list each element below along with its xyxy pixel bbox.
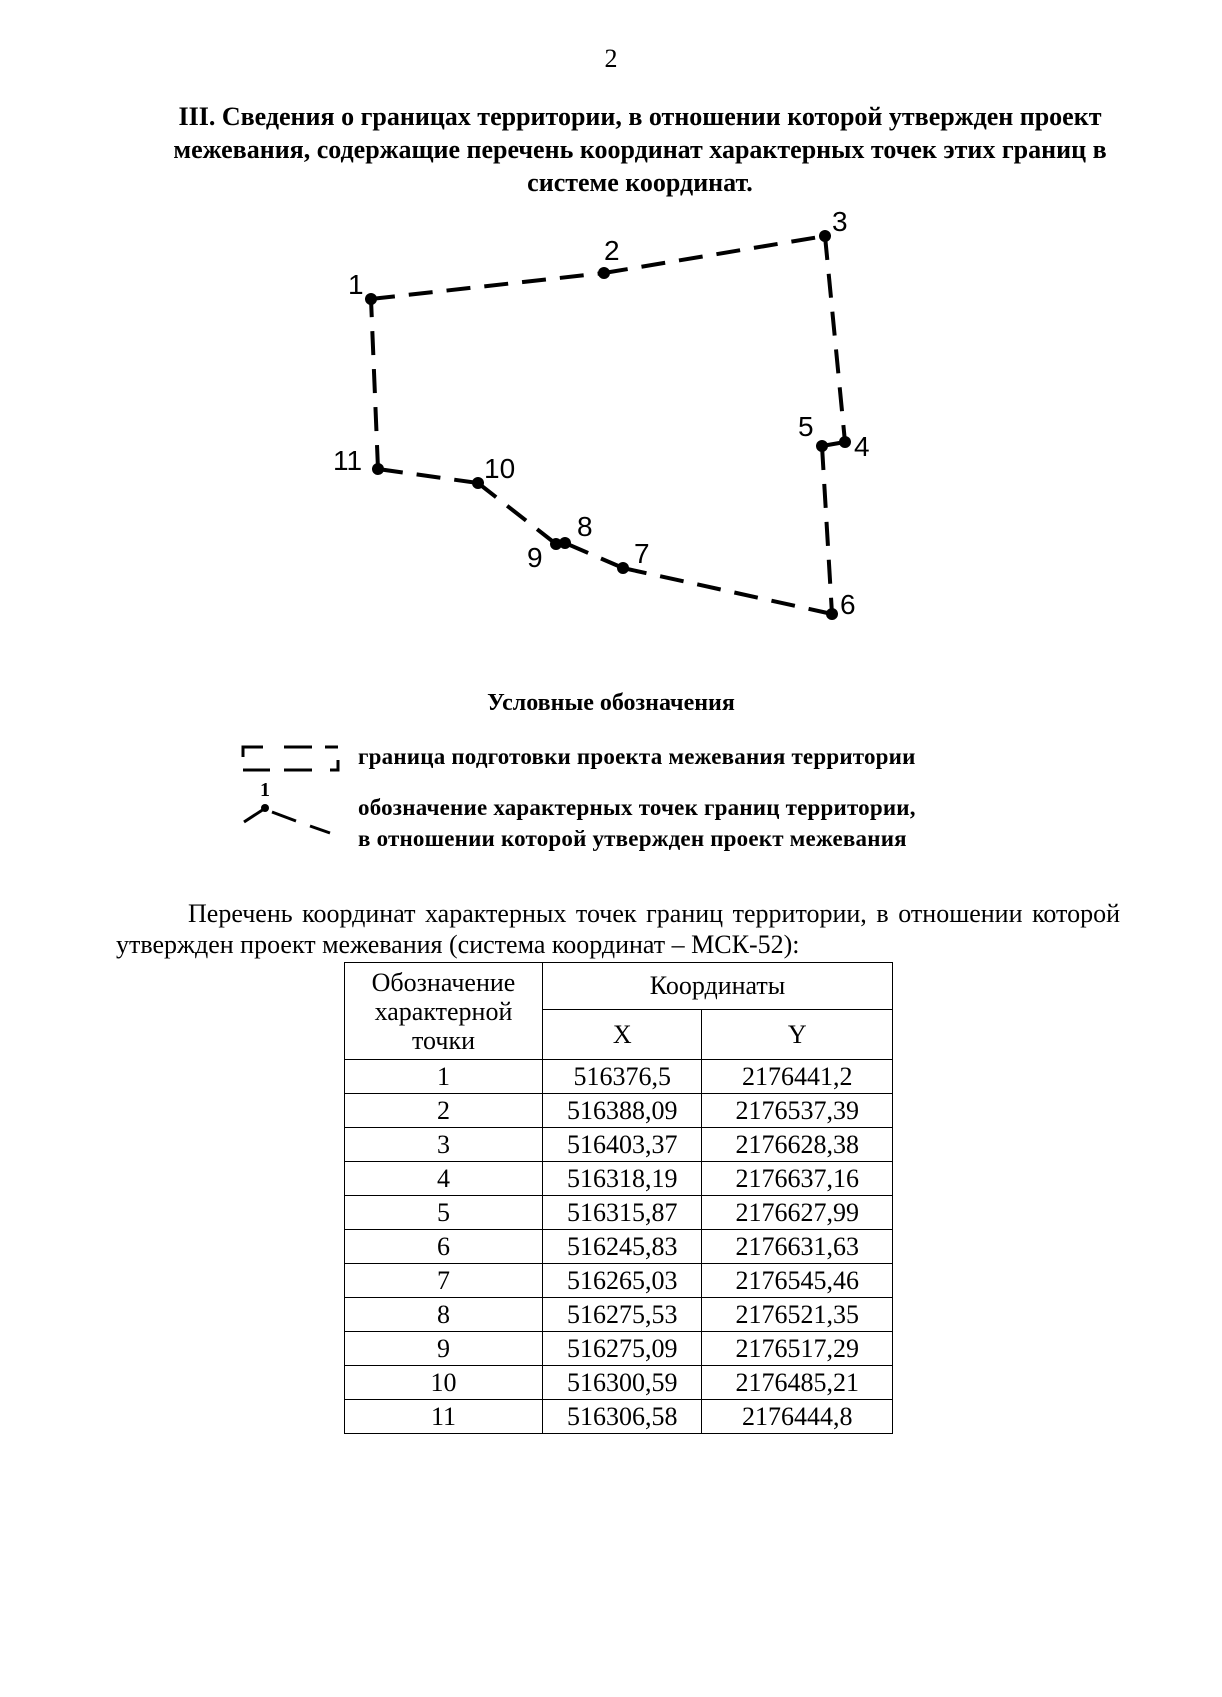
point-7-marker: [617, 562, 629, 574]
segment-6-7: [623, 568, 832, 614]
table-row: [345, 1332, 893, 1366]
cell-y: 2176537,39: [702, 1094, 893, 1128]
cell-point: 10: [345, 1366, 543, 1400]
header-point-designation: Обозначение характерной точки: [345, 963, 543, 1060]
point-label-11: 11: [333, 445, 363, 476]
segment-9-10: [478, 483, 556, 544]
table-row: [345, 1060, 893, 1094]
point-1-marker: [365, 293, 377, 305]
cell-y: 2176521,35: [702, 1298, 893, 1332]
cell-point: 4: [345, 1162, 543, 1196]
point-9-marker: [550, 538, 562, 550]
point-4-marker: [839, 436, 851, 448]
table-row: [345, 1230, 893, 1264]
header-x: X: [543, 1010, 702, 1060]
cell-point: 11: [345, 1400, 543, 1434]
intro-paragraph: [116, 898, 1120, 960]
point-label-3: 3: [832, 206, 848, 237]
cell-y: 2176631,63: [702, 1230, 893, 1264]
point-label-4: 4: [854, 431, 870, 462]
point-11-marker: [372, 463, 384, 475]
point-10-marker: [472, 477, 484, 489]
legend-title: Условные обозначения: [487, 690, 735, 716]
coordinates-table: [344, 962, 893, 1434]
cell-x: 516318,19: [543, 1162, 702, 1196]
cell-y: 2176441,2: [702, 1060, 893, 1094]
point-6-marker: [826, 608, 838, 620]
cell-y: 2176545,46: [702, 1264, 893, 1298]
table-row: [345, 1264, 893, 1298]
segment-7-8: [565, 543, 623, 568]
cell-y: 2176628,38: [702, 1128, 893, 1162]
cell-point: 1: [345, 1060, 543, 1094]
cell-x: 516306,58: [543, 1400, 702, 1434]
legend-point-text-line2: в отношении которой утвержден проект межевания: [358, 826, 907, 851]
segment-5-6: [822, 446, 832, 614]
cell-point: 5: [345, 1196, 543, 1230]
header-y: Y: [702, 1010, 893, 1060]
point-label-7: 7: [634, 538, 650, 569]
legend-point-dot: [261, 804, 269, 812]
legend-point-symbol: [244, 809, 330, 833]
table-row: [345, 1128, 893, 1162]
table-row: [345, 1400, 893, 1434]
cell-x: 516265,03: [543, 1264, 702, 1298]
point-label-5: 5: [798, 411, 814, 442]
legend-boundary-text: граница подготовки проекта межевания территории: [358, 744, 916, 769]
point-label-8: 8: [577, 511, 593, 542]
cell-point: 8: [345, 1298, 543, 1332]
cell-x: 516403,37: [543, 1128, 702, 1162]
cell-y: 2176485,21: [702, 1366, 893, 1400]
table-row: [345, 1094, 893, 1128]
table-row: [345, 1162, 893, 1196]
legend-point-text-line1: обозначение характерных точек границ территории,: [358, 795, 916, 820]
point-label-9: 9: [527, 542, 543, 573]
cell-x: 516275,53: [543, 1298, 702, 1332]
cell-y: 2176517,29: [702, 1332, 893, 1366]
point-label-2: 2: [604, 235, 620, 266]
cell-x: 516245,83: [543, 1230, 702, 1264]
cell-point: 2: [345, 1094, 543, 1128]
legend-boundary-symbol: [243, 747, 338, 770]
cell-y: 2176637,16: [702, 1162, 893, 1196]
intro-text: Перечень координат характерных точек границ территории, в отношении которой утвержден проект межевания (система координат – МСК-52):: [116, 899, 1120, 959]
segment-10-11: [378, 469, 478, 483]
point-label-6: 6: [840, 589, 856, 620]
cell-x: 516300,59: [543, 1366, 702, 1400]
page-number: 2: [604, 44, 618, 73]
boundary-segments: [371, 236, 845, 614]
segment-2-3: [604, 236, 825, 273]
table-row: [345, 1366, 893, 1400]
point-3-marker: [819, 230, 831, 242]
cell-y: 2176444,8: [702, 1400, 893, 1434]
legend-point-sample-label: 1: [260, 779, 270, 801]
segment-3-4: [825, 236, 845, 442]
cell-point: 7: [345, 1264, 543, 1298]
section-heading: III. Сведения о границах территории, в отношении которой утвержден проект межевания, содержащие перечень координат характерных точек этих границ в системе координат.: [173, 102, 1107, 197]
cell-y: 2176627,99: [702, 1196, 893, 1230]
cell-x: 516388,09: [543, 1094, 702, 1128]
table-row: [345, 1298, 893, 1332]
segment-1-2: [371, 273, 604, 299]
cell-point: 9: [345, 1332, 543, 1366]
header-coordinates: Координаты: [543, 963, 893, 1010]
table-row: [345, 1196, 893, 1230]
segment-11-1: [371, 299, 378, 469]
point-2-marker: [598, 267, 610, 279]
cell-x: 516315,87: [543, 1196, 702, 1230]
point-5-marker: [816, 440, 828, 452]
cell-point: 6: [345, 1230, 543, 1264]
point-label-10: 10: [484, 453, 516, 484]
cell-x: 516275,09: [543, 1332, 702, 1366]
point-label-1: 1: [348, 269, 364, 300]
cell-x: 516376,5: [543, 1060, 702, 1094]
cell-point: 3: [345, 1128, 543, 1162]
